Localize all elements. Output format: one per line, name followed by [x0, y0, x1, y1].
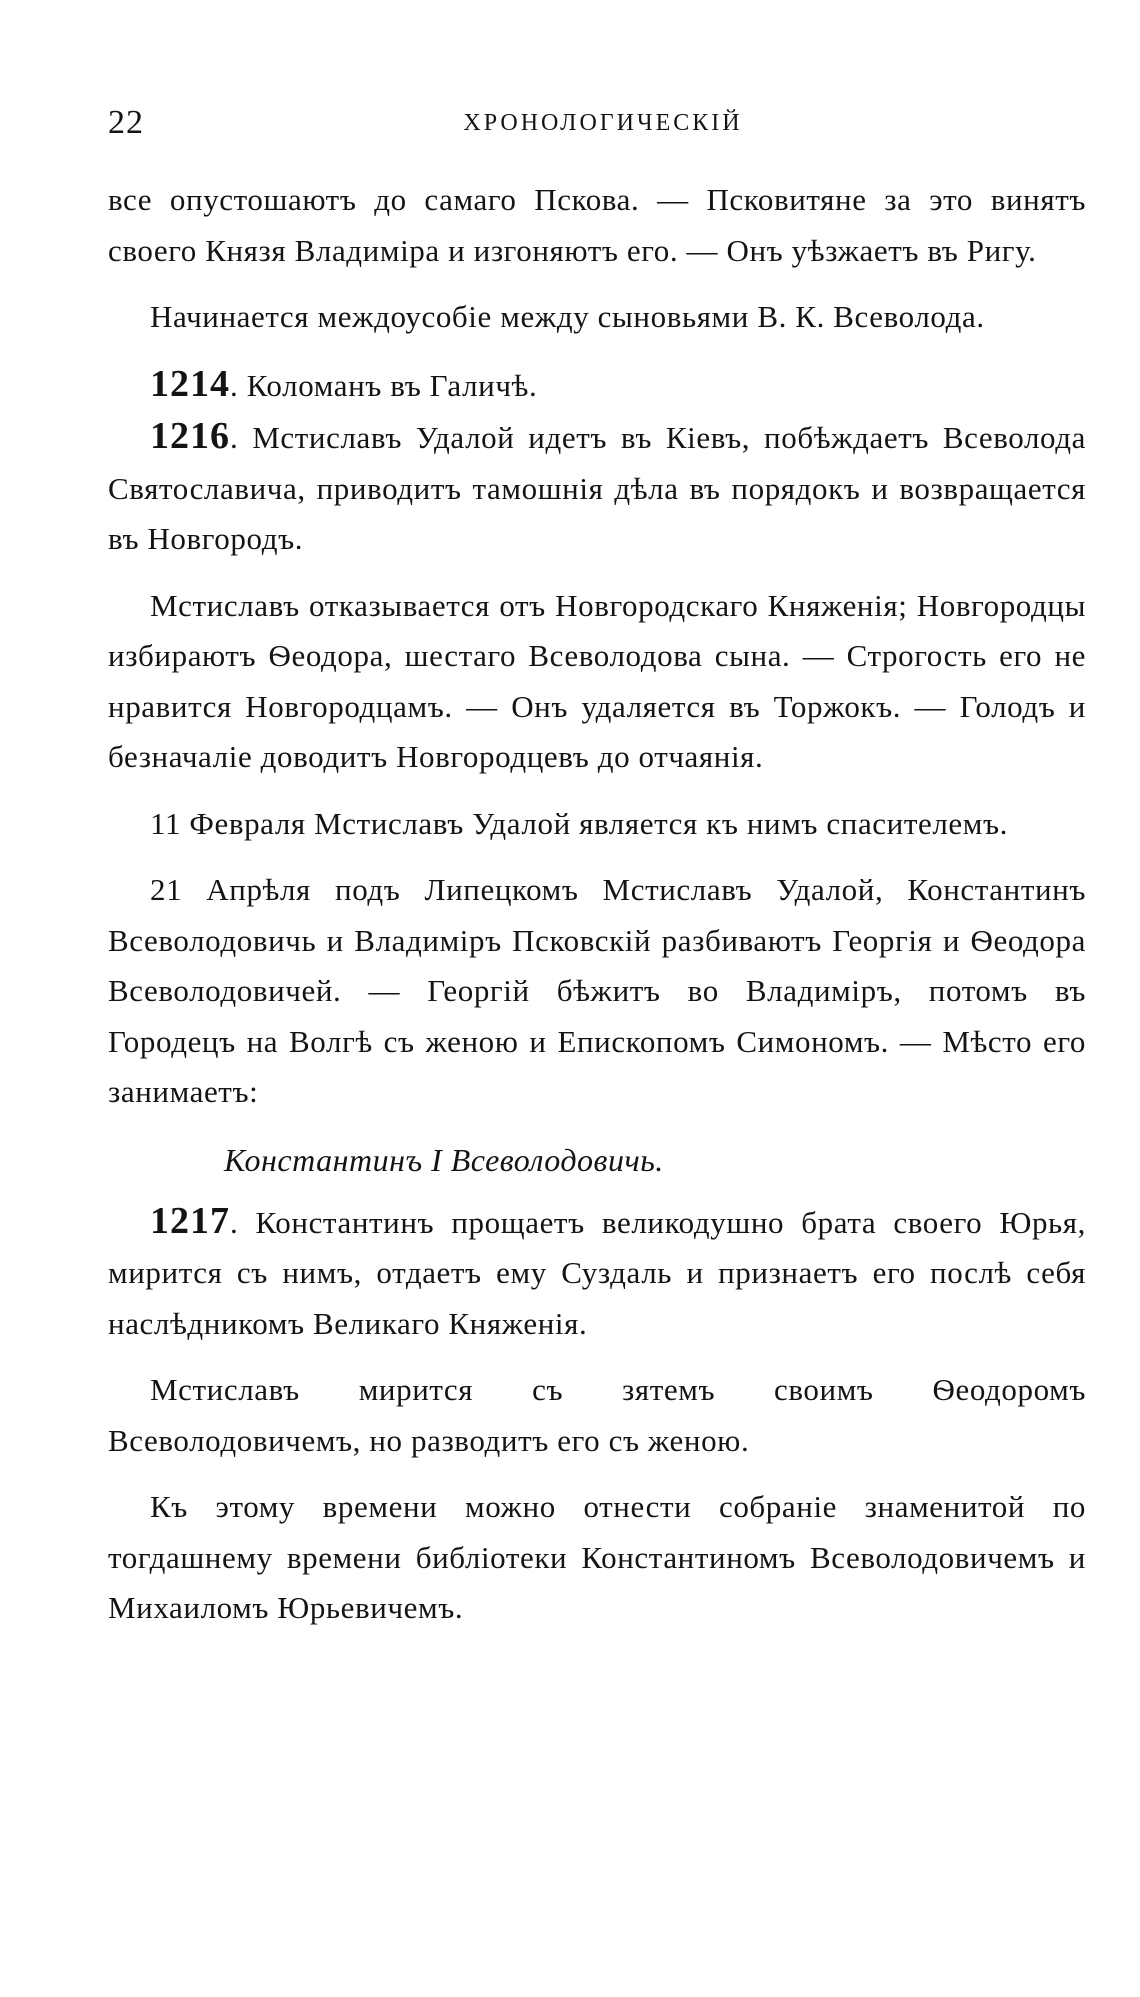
paragraph: [108, 799, 1086, 850]
paragraph-text: Мстиславъ отказывается отъ Новгородскаго Княженія; Новгородцы избираютъ Ѳеодора, шестаго Всеволодова сына. — Строгость его не нравится Новгородцамъ. — Онъ удаляется въ Торжокъ. — Голодъ и безначаліе доводитъ Новгородцевъ до отчаянія.: [108, 587, 1086, 774]
paragraph-text: Къ этому времени можно отнести собраніе знаменитой по тогдашнему времени библіотеки Константиномъ Всеволодовичемъ и Михаиломъ Юрьевичемъ.: [108, 1489, 1086, 1625]
paragraph: [108, 292, 1086, 343]
page-header: [108, 104, 1098, 152]
paragraph-text: . Мстиславъ Удалой идетъ въ Кіевъ, побѣждаетъ Всеволода Святославича, приводитъ тамошнія дѣла въ порядокъ и возвращается въ Новгородъ.: [108, 420, 1086, 556]
paragraph-text: Мстиславъ мирится съ зятемъ своимъ Ѳеодоромъ Всеволодовичемъ, но разводитъ его съ женою.: [108, 1372, 1086, 1458]
paragraph-text: . Константинъ прощаетъ великодушно брата своего Юрья, мирится съ нимъ, отдаетъ ему Суздаль и признаетъ его послѣ себя наслѣдникомъ Великаго Княженія.: [108, 1204, 1086, 1341]
paragraph-text: 11 Февраля Мстиславъ Удалой является къ нимъ спасителемъ.: [150, 805, 1008, 841]
paragraph-text: все опустошаютъ до самаго Пскова. — Псковитяне за это винятъ своего Князя Владиміра и изгоняютъ его. — Онъ уѣзжаетъ въ Ригу.: [108, 182, 1086, 268]
year-entry: [108, 359, 1086, 412]
section-heading: Константинъ I Всеволодовичь.: [224, 1141, 664, 1178]
paragraph: [108, 865, 1086, 1118]
paragraph-text: 21 Апрѣля подъ Липецкомъ Мстиславъ Удалой, Константинъ Всеволодовичь и Владиміръ Псковскій разбиваютъ Георгія и Ѳеодора Всеволодовичей. — Георгій бѣжитъ во Владиміръ, потомъ въ Городецъ на Волгѣ съ женою и Епископомъ Симономъ. — Мѣсто его занимаетъ:: [108, 872, 1086, 1109]
running-head: ХРОНОЛОГИЧЕСКІЙ: [463, 110, 743, 136]
year-label: 1214: [150, 362, 230, 405]
year-entry: [108, 1196, 1086, 1350]
year-label: 1216: [150, 415, 230, 457]
year-entry: [108, 411, 1086, 565]
year-label: 1217: [150, 1199, 230, 1242]
paragraph-text: Начинается междоусобіе между сыновьями В. К. Всеволода.: [150, 299, 985, 334]
paragraph-text: . Коломанъ въ Галичѣ.: [230, 367, 538, 403]
paragraph: [108, 581, 1086, 783]
paragraph: [108, 1365, 1086, 1466]
body-text: [108, 175, 1086, 1634]
paragraph: [108, 1482, 1086, 1634]
paragraph: [108, 175, 1086, 276]
page-number: 22: [108, 104, 144, 141]
